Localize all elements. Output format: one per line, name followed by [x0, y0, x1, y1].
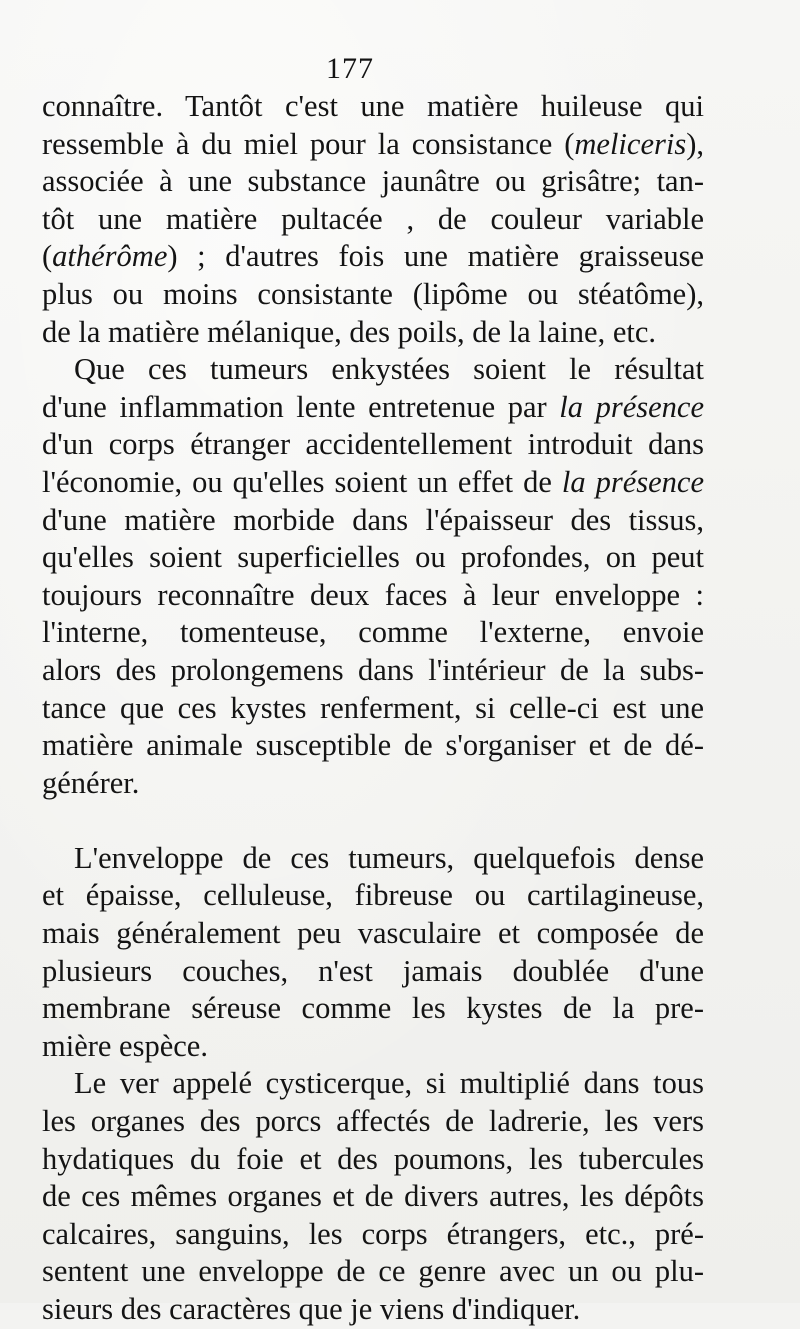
text-line: qu'elles soient superficielles ou profondes, on peut — [42, 540, 704, 575]
text-line: connaître. Tantôt c'est une matière huileuse qui — [42, 89, 704, 123]
body-text — [42, 88, 704, 1329]
text-line: l'économie, ou qu'elles soient un effet de la présence — [42, 464, 704, 499]
italic-term: la présence — [561, 464, 704, 499]
page-number: 177 — [326, 52, 374, 85]
text-line: sentent une enveloppe de ce genre avec un ou plu- — [42, 1254, 704, 1289]
text-line: alors des prolongemens dans l'intérieur de la subs- — [42, 652, 704, 687]
text-line: hydatiques du foie et des poumons, les tubercules — [42, 1141, 704, 1176]
text-line: de la matière mélanique, des poils, de la laine, etc. — [42, 314, 656, 349]
text-line: générer. — [42, 765, 140, 800]
text-line: sieurs des caractères que je viens d'indiquer. — [42, 1292, 581, 1326]
text-line: l'interne, tomenteuse, comme l'externe, envoie — [42, 615, 704, 650]
text-line: mière espèce. — [42, 1028, 208, 1063]
text-line: mais généralement peu vasculaire et composée de — [42, 916, 704, 951]
text-line — [42, 802, 704, 840]
text-line: d'une inflammation lente entretenue par la présence — [42, 389, 705, 424]
text-line: d'un corps étranger accidentellement introduit dans — [42, 427, 704, 462]
text-line: (athérôme) ; d'autres fois une matière graisseuse — [42, 239, 704, 274]
text-line: plusieurs couches, n'est jamais doublée d'une — [42, 953, 704, 988]
text-line: et épaisse, celluleuse, fibreuse ou cartilagineuse, — [42, 878, 704, 913]
text-line: Le ver appelé cysticerque, si multiplié dans tous — [74, 1066, 704, 1101]
text-line: ressemble à du miel pour la consistance (meliceris), — [42, 126, 704, 161]
paragraph — [42, 88, 704, 351]
italic-term: athérôme — [52, 239, 168, 274]
paragraph — [42, 1065, 704, 1328]
text-line: Que ces tumeurs enkystées soient le résultat — [74, 352, 704, 387]
text-line: d'une matière morbide dans l'épaisseur des tissus, — [42, 502, 704, 537]
text-line: membrane séreuse comme les kystes de la pre- — [42, 991, 704, 1026]
italic-term: meliceris — [574, 126, 687, 161]
text-line: toujours reconnaître deux faces à leur enveloppe : — [42, 577, 704, 612]
text-line: tôt une matière pultacée , de couleur variable — [42, 201, 704, 236]
text-line: plus ou moins consistante (lipôme ou stéatôme), — [42, 276, 704, 311]
text-line: de ces mêmes organes et de divers autres, les dépôts — [42, 1179, 704, 1214]
italic-term: la présence — [559, 389, 705, 424]
text-line: les organes des porcs affectés de ladrerie, les vers — [42, 1104, 704, 1139]
text-line: associée à une substance jaunâtre ou grisâtre; tan- — [42, 164, 704, 199]
paragraph — [42, 351, 704, 840]
text-line: L'enveloppe de ces tumeurs, quelquefois dense — [74, 840, 704, 875]
text-line: tance que ces kystes renferment, si celle-ci est une — [42, 690, 704, 725]
paragraph — [42, 840, 704, 1066]
text-line: matière animale susceptible de s'organiser et de dé- — [42, 728, 704, 763]
text-line: calcaires, sanguins, les corps étrangers, etc., pré- — [42, 1216, 704, 1251]
